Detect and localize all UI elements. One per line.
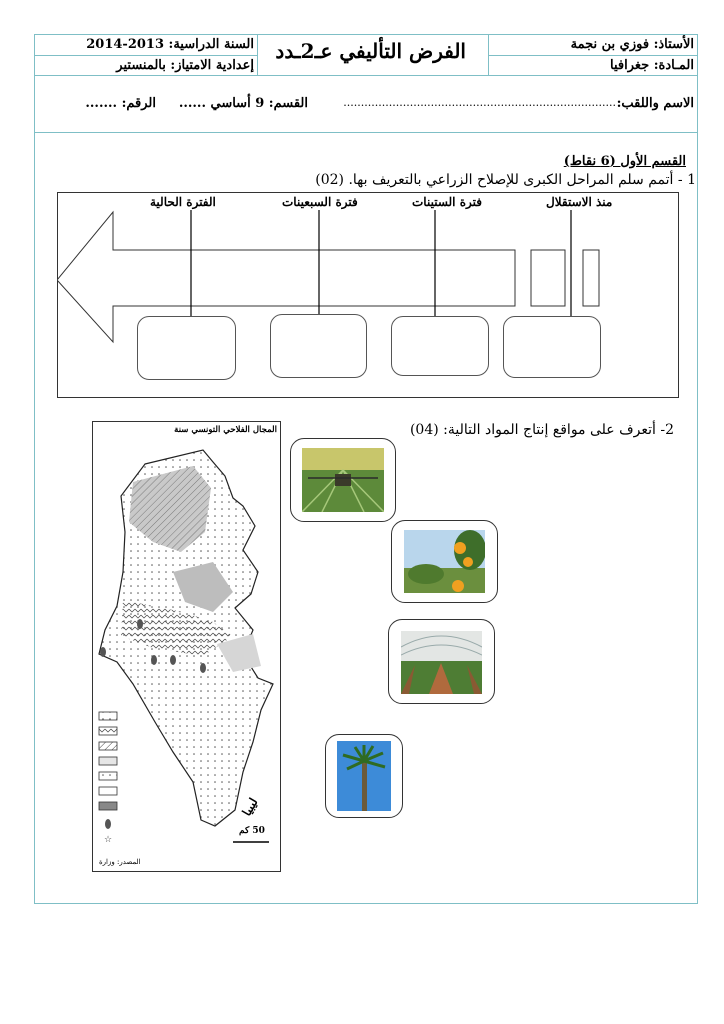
stage-label-sixties: فترة الستينات [412,195,482,209]
map-scale-label: 50 كم [239,826,265,836]
stage-label-independence: منذ الاستقلال [546,195,613,209]
name-dots: .............................................................................. [343,96,616,109]
teacher-name: الأستاذ: فوزي بن نجمة [570,37,694,52]
answer-box-seventies[interactable] [270,314,367,378]
map-title: المجال الفلاحي التونسي سنة [174,425,277,435]
question-1: 1 - أتمم سلم المراحل الكبرى للإصلاح الزراعي بالتعريف بها. (02) [315,172,696,188]
tractor-field-photo[interactable] [290,438,396,522]
answer-box-sixties[interactable] [391,316,489,376]
greenhouse-icon [401,631,482,694]
tractor-icon [302,448,384,512]
palm-tree-icon [337,741,391,811]
school-year: السنة الدراسية: 2013-2014 [86,37,254,52]
section-title: القسم الأول (6 نقاط) [563,154,686,169]
number-label: الرقم: ....... [85,96,156,111]
answer-box-independence[interactable] [503,316,601,378]
orange-icon [404,530,485,593]
school-name: إعدادية الامتياز: بالمنستير [116,58,254,73]
date-palm-photo[interactable] [325,734,403,818]
orange-tree-photo[interactable] [391,520,498,603]
header-row-divider-right [488,55,698,56]
map-source-label: المصدر: وزارة [99,858,141,866]
stage-label-seventies: فترة السبعينات [282,195,358,209]
header-row-divider-left [34,55,258,56]
class-label: القسم: 9 أساسي ...... [178,96,308,111]
answer-box-current[interactable] [137,316,236,380]
question-2: 2- أتعرف على مواقع إنتاج المواد التالية: (04) [409,422,674,438]
greenhouse-photo[interactable] [388,619,495,704]
map-country-label: ليبيا [239,795,261,819]
agriculture-map [92,421,281,872]
stage-label-current: الفترة الحالية [150,195,216,209]
subject-label: المـادة: جغرافيا [610,58,694,73]
exam-title: الفرض التأليفي عـ2ـدد [275,39,466,63]
name-label: الاسم واللقب: [616,96,694,111]
svg-text:☆: ☆ [104,835,113,845]
